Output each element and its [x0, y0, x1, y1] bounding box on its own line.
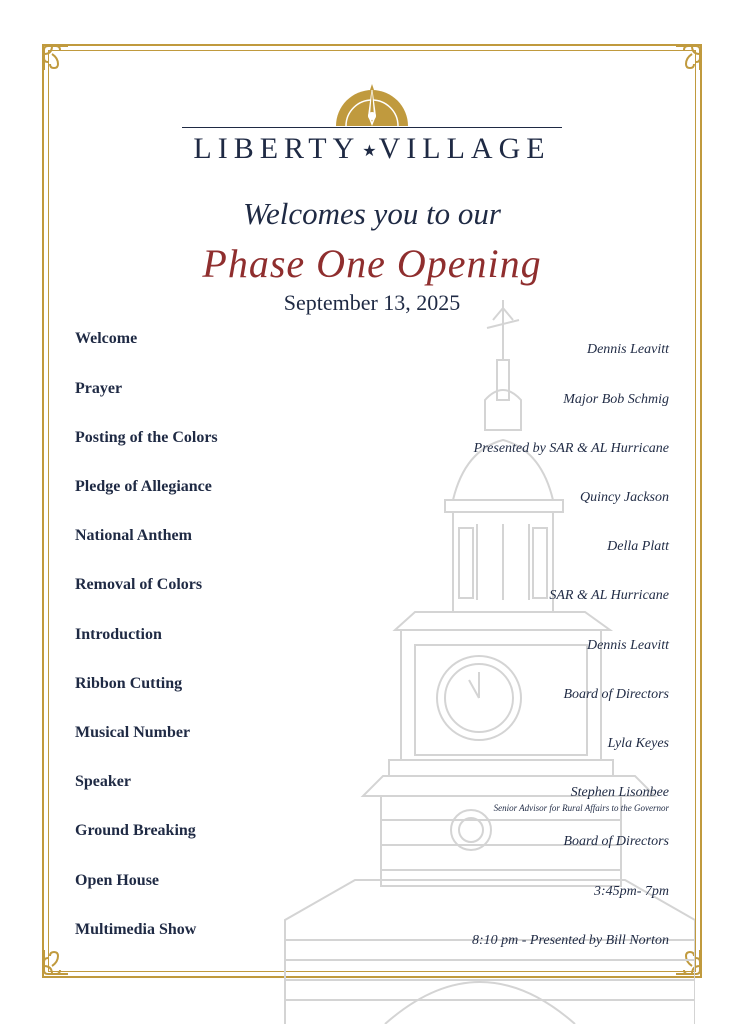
- program-item: [75, 380, 675, 420]
- item-title: Pledge of Allegiance: [75, 478, 212, 495]
- program-item: [75, 626, 675, 666]
- program-item: [75, 576, 675, 616]
- item-title: Multimedia Show: [75, 921, 197, 938]
- item-title: Introduction: [75, 626, 162, 643]
- event-date: September 13, 2025: [283, 290, 461, 315]
- item-title: National Anthem: [75, 527, 192, 544]
- item-title: Posting of the Colors: [75, 429, 218, 446]
- brand-left: LIBERTY: [193, 132, 361, 165]
- program-item: [75, 527, 675, 567]
- item-presenter: Della Platt: [607, 539, 669, 554]
- item-presenter: Quincy Jackson: [579, 490, 669, 505]
- program-item: [75, 724, 675, 764]
- item-title: Prayer: [75, 380, 123, 397]
- program-item: [75, 675, 675, 715]
- item-presenter: 3:45pm- 7pm: [593, 884, 669, 899]
- item-presenter: Presented by SAR & AL Hurricane: [473, 441, 669, 456]
- program-item: [75, 921, 675, 961]
- item-presenter: SAR & AL Hurricane: [549, 588, 669, 603]
- event-title: Phase One Opening: [202, 241, 542, 286]
- program-item: [75, 872, 675, 912]
- item-presenter: Lyla Keyes: [607, 736, 669, 751]
- program-item: [75, 822, 675, 862]
- program-item: [75, 478, 675, 518]
- item-title: Removal of Colors: [75, 576, 203, 593]
- item-presenter: Board of Directors: [563, 834, 669, 849]
- item-title: Open House: [75, 872, 160, 889]
- item-title: Musical Number: [75, 724, 191, 741]
- item-title: Ground Breaking: [75, 822, 196, 839]
- item-presenter: 8:10 pm - Presented by Bill Norton: [471, 933, 669, 948]
- item-presenter: Dennis Leavitt: [586, 638, 669, 653]
- star-icon: ★: [362, 143, 377, 161]
- item-title: Speaker: [75, 773, 131, 790]
- brand-right: VILLAGE: [378, 132, 551, 165]
- item-presenter: Major Bob Schmig: [563, 392, 669, 407]
- program-item: [75, 330, 675, 370]
- item-presenter: Board of Directors: [563, 687, 669, 702]
- item-title: Ribbon Cutting: [75, 675, 183, 692]
- item-presenter: Dennis Leavitt: [586, 342, 669, 357]
- item-presenter: Stephen Lisonbee: [570, 785, 669, 800]
- item-title: Welcome: [75, 330, 138, 347]
- item-presenter-note: Senior Advisor for Rural Affairs to the Governor: [493, 803, 669, 813]
- program-item: [75, 773, 675, 813]
- welcome-heading: Welcomes you to our: [242, 196, 501, 231]
- program-item: [75, 429, 675, 469]
